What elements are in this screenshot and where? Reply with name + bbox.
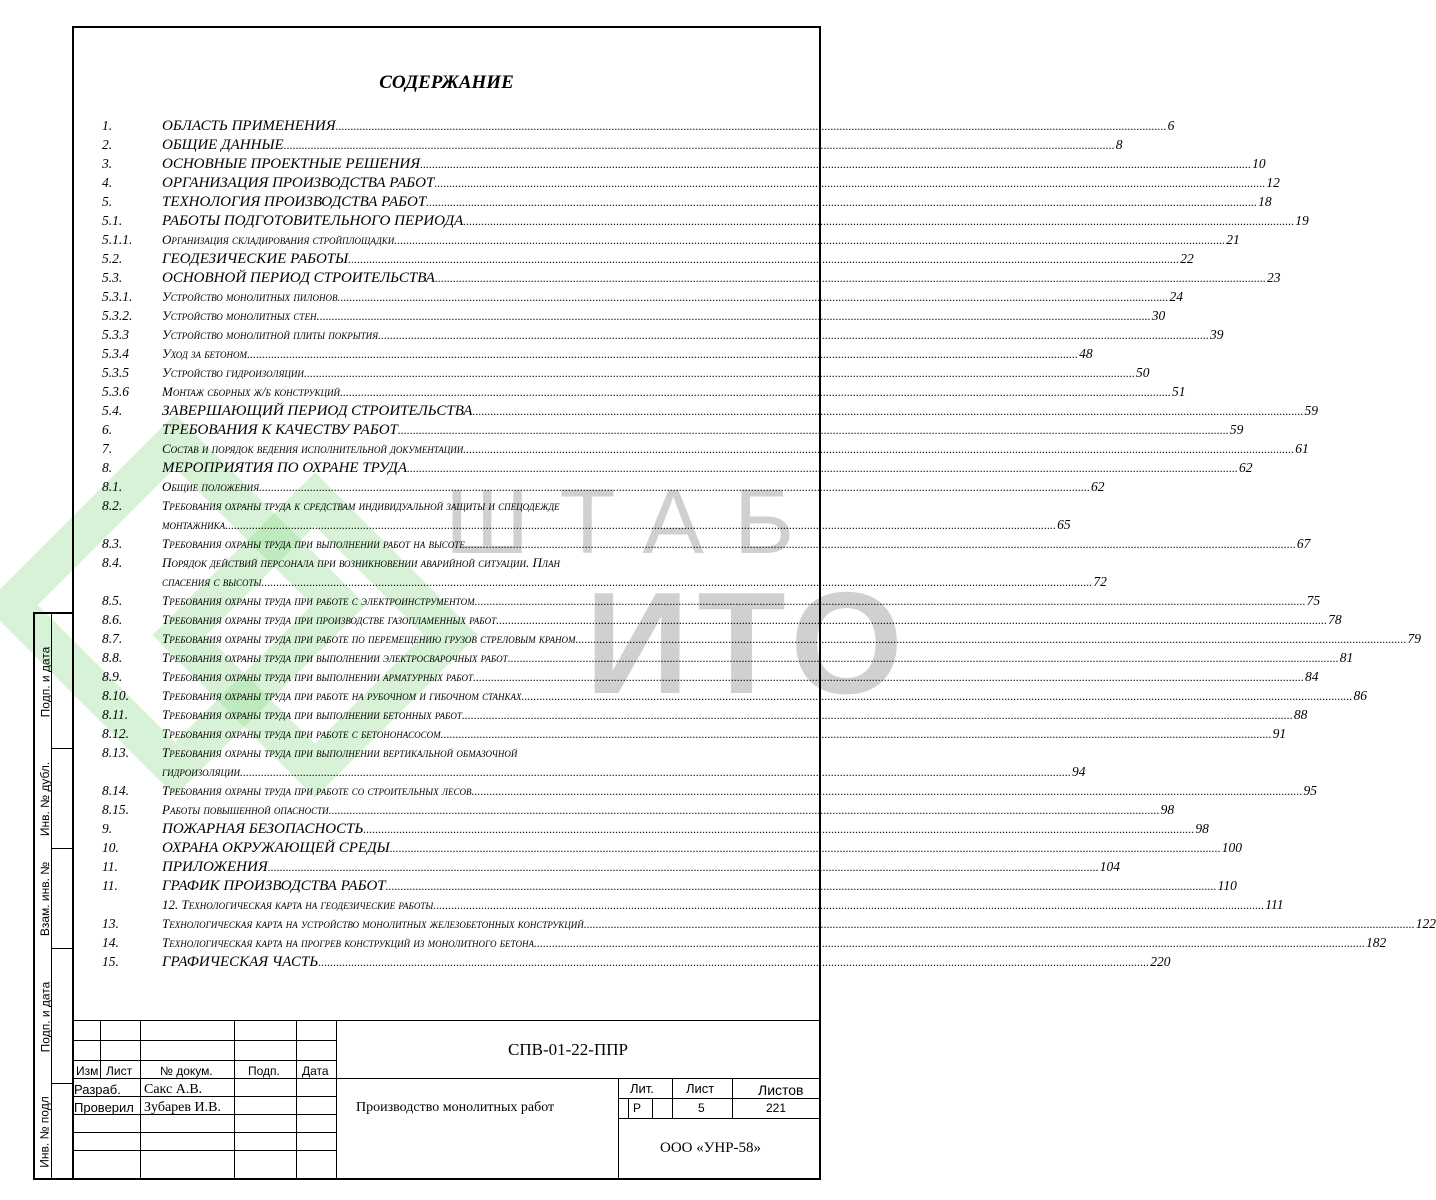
toc-leader-dots <box>336 117 1167 136</box>
toc-row[interactable] <box>102 610 1342 629</box>
toc-page-number: 48 <box>1079 346 1093 361</box>
toc-leader-dots <box>584 915 1415 934</box>
toc-page-number: 30 <box>1151 308 1166 323</box>
toc-leader-dots <box>463 212 1294 231</box>
toc-leader-dots <box>329 801 1160 820</box>
toc-leader-dots <box>240 763 1071 782</box>
toc-leader-dots <box>386 877 1217 896</box>
checked-name: Зубарев И.В. <box>144 1100 221 1115</box>
toc-page-number: 22 <box>1180 251 1194 266</box>
toc-page-number: 98 <box>1195 821 1209 836</box>
toc-number: 5.2. <box>102 251 123 266</box>
toc-row[interactable] <box>102 230 1240 249</box>
toc-label: Технологическая карта на прогрев конструкций из монолитного бетона <box>162 935 535 950</box>
toc-row[interactable] <box>102 914 1436 933</box>
toc-label: ОБЛАСТЬ ПРИМЕНЕНИЯ <box>162 118 336 134</box>
toc-leader-dots <box>390 839 1221 858</box>
header-doc-number: № докум. <box>160 1064 213 1078</box>
toc-page-number: 111 <box>1265 897 1284 912</box>
sheet-label: Лист <box>686 1081 715 1096</box>
toc-row[interactable] <box>102 249 1194 268</box>
toc-label: Требования охраны труда при выполнении бетонных работ <box>162 707 462 722</box>
toc-leader-dots <box>463 440 1294 459</box>
toc-number: 8.11. <box>102 707 128 722</box>
toc-number: 4. <box>102 175 113 190</box>
toc-number: 8. <box>102 460 113 475</box>
toc-row[interactable] <box>102 173 1280 192</box>
toc-label: Устройство монолитных стен. <box>162 308 320 323</box>
toc-leader-dots <box>576 630 1407 649</box>
toc-label: Работы повышенной опасности <box>162 802 329 817</box>
toc-page-number: 8 <box>1115 137 1123 152</box>
toc-page-number: 24 <box>1169 289 1184 304</box>
toc-number: 5.3. <box>102 270 123 285</box>
toc-leader-dots <box>441 725 1272 744</box>
toc-page-number: 94 <box>1071 764 1086 779</box>
toc-row[interactable] <box>102 344 1093 363</box>
toc-label: Устройство монолитных пилонов <box>162 289 338 304</box>
toc-label: Требования охраны труда при работе по перемещению грузов стреловым краном <box>162 631 576 646</box>
toc-number: 10. <box>102 840 119 855</box>
toc-number: 8.2. <box>102 498 123 513</box>
toc-label: Общие положения <box>162 479 260 494</box>
toc-page-number: 10 <box>1252 156 1266 171</box>
toc-label: ОХРАНА ОКРУЖАЮЩЕЙ СРЕДЫ <box>162 840 390 856</box>
toc-row[interactable] <box>102 382 1186 401</box>
toc-label: ГРАФИК ПРОИЗВОДСТВА РАБОТ <box>162 878 386 894</box>
toc-number: 5.3.5 <box>102 365 129 380</box>
toc-row[interactable] <box>102 781 1317 800</box>
toc-number: 8.15. <box>102 802 129 817</box>
toc-leader-dots <box>378 326 1209 345</box>
toc-leader-dots <box>534 934 1365 953</box>
toc-label-continued: гидроизоляции <box>162 764 240 779</box>
toc-leader-dots <box>471 782 1302 801</box>
toc-page-number: 81 <box>1339 650 1354 665</box>
document-code: СПВ-01-22-ППР <box>508 1040 628 1059</box>
toc-page-number: 61 <box>1295 441 1309 456</box>
toc-label: Требования охраны труда при работе на рубочном и гибочном станках <box>162 688 522 703</box>
toc-page-number: 84 <box>1305 669 1319 684</box>
toc-page-number: 12 <box>1266 175 1280 190</box>
side-label-dup-inv: Инв. № дубл. <box>38 761 52 837</box>
toc-row[interactable] <box>102 629 1422 648</box>
toc-label: ОСНОВНЫЕ ПРОЕКТНЫЕ РЕШЕНИЯ <box>162 156 421 172</box>
toc-page-number: 104 <box>1099 859 1120 874</box>
toc-label: ПРИЛОЖЕНИЯ <box>162 859 268 875</box>
side-cell <box>38 1084 73 1180</box>
toc-label: Состав и порядок ведения исполнительной документации <box>162 441 464 456</box>
toc-leader-dots <box>268 858 1099 877</box>
toc-leader-dots <box>394 231 1225 250</box>
toc-row[interactable] <box>102 800 1175 819</box>
watermark-text-top: ШТАБ <box>445 471 825 573</box>
toc-page-number: 72 <box>1093 574 1107 589</box>
toc-number: 5.1. <box>102 213 123 228</box>
header-izm: Изм <box>76 1064 99 1078</box>
toc-row[interactable] <box>102 401 1318 420</box>
side-cell <box>38 849 73 949</box>
toc-leader-dots <box>475 592 1306 611</box>
toc-number: 8.13. <box>102 745 129 760</box>
toc-page-number: 88 <box>1293 707 1308 722</box>
toc-number: 8.14. <box>102 783 129 798</box>
toc-leader-dots <box>338 288 1169 307</box>
toc-label: 12. Технологическая карта на геодезические работы <box>162 897 434 912</box>
toc-number: 5.3.2. <box>102 308 133 323</box>
title-block <box>72 1020 821 1180</box>
work-title: Производство монолитных работ <box>356 1100 555 1115</box>
toc-number: 15. <box>102 954 119 969</box>
toc-leader-dots <box>407 459 1238 478</box>
toc-label: Требования охраны труда при работе со строительных лесов <box>162 783 472 798</box>
toc-page-number: 67 <box>1296 536 1311 551</box>
toc-label: ТРЕБОВАНИЯ К КАЧЕСТВУ РАБОТ <box>162 422 398 438</box>
toc-number: 3. <box>102 156 113 171</box>
toc-leader-dots <box>348 250 1179 269</box>
toc-row[interactable] <box>102 458 1253 477</box>
toc-leader-dots <box>363 820 1194 839</box>
toc-label: ЗАВЕРШАЮЩИЙ ПЕРИОД СТРОИТЕЛЬСТВА <box>162 403 473 419</box>
toc-number: 8.4. <box>102 555 123 570</box>
toc-label: ПОЖАРНАЯ БЕЗОПАСНОСТЬ <box>162 821 364 837</box>
toc-number: 5.3.3 <box>102 327 129 342</box>
toc-row[interactable] <box>102 876 1237 895</box>
header-signature: Подп. <box>248 1064 280 1078</box>
toc-row[interactable] <box>102 268 1281 287</box>
toc-leader-dots <box>340 383 1171 402</box>
toc-label: Требования охраны труда при выполнении электросварочных работ <box>162 650 508 665</box>
toc-row[interactable] <box>102 667 1319 686</box>
toc-row[interactable] <box>102 154 1266 173</box>
sheets-label: Листов <box>758 1082 804 1098</box>
toc-number: 8.7. <box>102 631 123 646</box>
toc-page-number: 62 <box>1238 460 1253 475</box>
toc-page-number: 18 <box>1258 194 1272 209</box>
sheet-value: 5 <box>698 1101 705 1115</box>
side-stamp-column <box>38 614 73 1178</box>
toc-leader-dots <box>426 193 1257 212</box>
toc-row[interactable] <box>102 496 1071 534</box>
toc-number: 8.9. <box>102 669 123 684</box>
toc-label: Устройство монолитной плиты покрытия <box>162 327 379 342</box>
toc-number: 8.12. <box>102 726 129 741</box>
toc-row[interactable] <box>102 591 1321 610</box>
toc-leader-dots <box>284 136 1115 155</box>
toc-label: Требования охраны труда при работе с бетононасосом <box>162 726 441 741</box>
toc-row[interactable] <box>102 705 1308 724</box>
toc-label: Организация складирования стройплощадки <box>162 232 395 247</box>
toc-row[interactable] <box>102 819 1209 838</box>
toc-page-number: 122 <box>1415 916 1436 931</box>
toc-number: 8.3. <box>102 536 123 551</box>
toc-label: Требования охраны труда при выполнении вертикальной обмазочной <box>162 745 518 760</box>
sheets-value: 221 <box>766 1101 787 1115</box>
toc-row[interactable] <box>102 895 1284 914</box>
table-of-contents <box>102 116 1436 971</box>
toc-row[interactable] <box>102 952 1171 971</box>
toc-row[interactable] <box>102 192 1272 211</box>
toc-label: Уход за бетоном <box>162 346 248 361</box>
toc-label: ОБЩИЕ ДАННЫЕ <box>162 137 284 153</box>
toc-leader-dots <box>465 535 1296 554</box>
toc-row[interactable] <box>102 363 1150 382</box>
toc-page-number: 62 <box>1091 479 1105 494</box>
page-title: СОДЕРЖАНИЕ <box>379 72 514 93</box>
toc-page-number: 59 <box>1304 403 1318 418</box>
toc-label: Устройство гидроизоляции <box>162 365 304 380</box>
toc-leader-dots <box>434 174 1265 193</box>
toc-row[interactable] <box>102 686 1368 705</box>
toc-label: ТЕХНОЛОГИЯ ПРОИЗВОДСТВА РАБОТ <box>162 194 427 210</box>
toc-row[interactable] <box>102 325 1224 344</box>
toc-page-number: 95 <box>1303 783 1317 798</box>
toc-label: Требования охраны труда при производстве газопламенных работ <box>162 612 497 627</box>
toc-row[interactable] <box>102 135 1123 154</box>
toc-number: 11. <box>102 859 118 874</box>
toc-number: 8.1. <box>102 479 123 494</box>
toc-row[interactable] <box>102 477 1105 496</box>
side-cell <box>38 749 73 849</box>
toc-page-number: 21 <box>1226 232 1240 247</box>
toc-label: Требования охраны труда при выполнении работ на высоте <box>162 536 465 551</box>
checked-label: Проверил <box>74 1100 134 1115</box>
toc-page-number: 182 <box>1366 935 1387 950</box>
side-cell <box>38 614 73 749</box>
toc-leader-dots <box>433 896 1264 915</box>
toc-page-number: 23 <box>1266 270 1281 285</box>
toc-page-number: 100 <box>1221 840 1242 855</box>
lit-value: Р <box>633 1101 642 1115</box>
side-stamp-strip <box>33 612 73 1180</box>
side-label-sign-date-bottom: Подп. и дата <box>38 981 52 1052</box>
toc-number: 8.10. <box>102 688 129 703</box>
toc-page-number: 91 <box>1272 726 1287 741</box>
watermark-text-bottom: ИТО <box>585 562 911 724</box>
toc-row[interactable] <box>102 553 1107 591</box>
toc-number: 14. <box>102 935 119 950</box>
toc-row[interactable] <box>102 743 1086 781</box>
toc-page-number: 78 <box>1328 612 1342 627</box>
toc-row[interactable] <box>102 420 1244 439</box>
toc-number: 5.1.1. <box>102 232 133 247</box>
toc-number: 5.3.6 <box>102 384 129 399</box>
toc-label-continued: спасения с высоты <box>162 574 262 589</box>
toc-leader-dots <box>320 307 1151 326</box>
developed-name: Сакс А.В. <box>144 1082 203 1097</box>
toc-row[interactable] <box>102 211 1309 230</box>
toc-label: ОСНОВНОЙ ПЕРИОД СТРОИТЕЛЬСТВА <box>162 270 435 286</box>
toc-number: 13. <box>102 916 119 931</box>
toc-page-number: 59 <box>1229 422 1244 437</box>
toc-leader-dots <box>462 706 1293 725</box>
toc-page-number: 110 <box>1217 878 1237 893</box>
header-date: Дата <box>302 1064 329 1078</box>
toc-leader-dots <box>261 573 1092 592</box>
toc-label: Порядок действий персонала при возникновении аварийной ситуации. План <box>162 555 560 570</box>
toc-page-number: 51 <box>1172 384 1186 399</box>
toc-label: Требования охраны труда при работе с электроинструментом <box>162 593 475 608</box>
toc-page-number: 98 <box>1160 802 1175 817</box>
toc-label: ГЕОДЕЗИЧЕСКИЕ РАБОТЫ <box>162 251 349 267</box>
toc-label: МЕРОПРИЯТИЯ ПО ОХРАНЕ ТРУДА <box>162 460 407 476</box>
header-list: Лист <box>106 1064 133 1078</box>
toc-number: 8.6. <box>102 612 123 627</box>
toc-page-number: 65 <box>1057 517 1071 532</box>
toc-number: 7. <box>102 441 113 456</box>
company-name: ООО «УНР-58» <box>660 1140 762 1156</box>
toc-page-number: 6 <box>1167 118 1175 133</box>
side-label-orig-inv: Инв. № подл <box>38 1096 53 1168</box>
toc-page-number: 79 <box>1407 631 1422 646</box>
toc-page-number: 75 <box>1306 593 1321 608</box>
toc-row[interactable] <box>102 724 1287 743</box>
toc-leader-dots <box>420 155 1251 174</box>
toc-page-number: 86 <box>1353 688 1368 703</box>
toc-leader-dots <box>496 611 1327 630</box>
toc-number: 8.8. <box>102 650 123 665</box>
toc-leader-dots <box>304 364 1135 383</box>
toc-label: Технологическая карта на устройство монолитных железобетонных конструкций <box>162 916 584 931</box>
toc-leader-dots <box>508 649 1339 668</box>
toc-page-number: 19 <box>1295 213 1309 228</box>
toc-label: Монтаж сборных ж/б конструкций <box>162 384 341 399</box>
toc-label: Требования охраны труда к средствам индивидуальной защиты и спецодежде <box>162 498 560 513</box>
toc-leader-dots <box>435 269 1266 288</box>
side-label-replace-inv: Взам. инв. № <box>38 861 52 937</box>
toc-page-number: 39 <box>1210 327 1224 342</box>
toc-leader-dots <box>473 668 1304 687</box>
toc-row[interactable] <box>102 287 1184 306</box>
toc-number: 2. <box>102 137 113 152</box>
toc-label: Требования охраны труда при выполнении арматурных работ <box>162 669 474 684</box>
toc-leader-dots <box>318 953 1149 972</box>
toc-page-number: 220 <box>1150 954 1171 969</box>
toc-number: 5. <box>102 194 113 209</box>
toc-leader-dots <box>247 345 1078 364</box>
toc-row[interactable] <box>102 933 1387 952</box>
toc-number: 11. <box>102 878 118 893</box>
developed-label: Разраб. <box>74 1082 121 1097</box>
toc-row[interactable] <box>102 857 1120 876</box>
toc-number: 5.3.1. <box>102 289 133 304</box>
toc-row[interactable] <box>102 534 1311 553</box>
toc-label: ГРАФИЧЕСКАЯ ЧАСТЬ <box>162 954 319 970</box>
lit-label: Лит. <box>630 1081 654 1096</box>
toc-number: 5.4. <box>102 403 123 418</box>
toc-leader-dots <box>259 478 1090 497</box>
toc-number: 8.5. <box>102 593 123 608</box>
toc-leader-dots <box>472 402 1303 421</box>
side-label-sign-date-top: Подп. и дата <box>38 646 52 717</box>
toc-row[interactable] <box>102 648 1354 667</box>
toc-row[interactable] <box>102 439 1309 458</box>
toc-number: 1. <box>102 118 113 133</box>
toc-leader-dots <box>225 516 1056 535</box>
toc-number: 6. <box>102 422 113 437</box>
toc-row[interactable] <box>102 838 1242 857</box>
toc-leader-dots <box>398 421 1229 440</box>
toc-number: 9. <box>102 821 113 836</box>
toc-row[interactable] <box>102 306 1166 325</box>
toc-leader-dots <box>522 687 1353 706</box>
toc-row[interactable] <box>102 116 1175 135</box>
side-cell <box>38 949 73 1084</box>
toc-number: 5.3.4 <box>102 346 129 361</box>
toc-label: ОРГАНИЗАЦИЯ ПРОИЗВОДСТВА РАБОТ <box>162 175 435 191</box>
toc-page-number: 50 <box>1135 365 1150 380</box>
toc-label: РАБОТЫ ПОДГОТОВИТЕЛЬНОГО ПЕРИОДА <box>162 213 464 229</box>
toc-label-continued: монтажника <box>162 517 226 532</box>
